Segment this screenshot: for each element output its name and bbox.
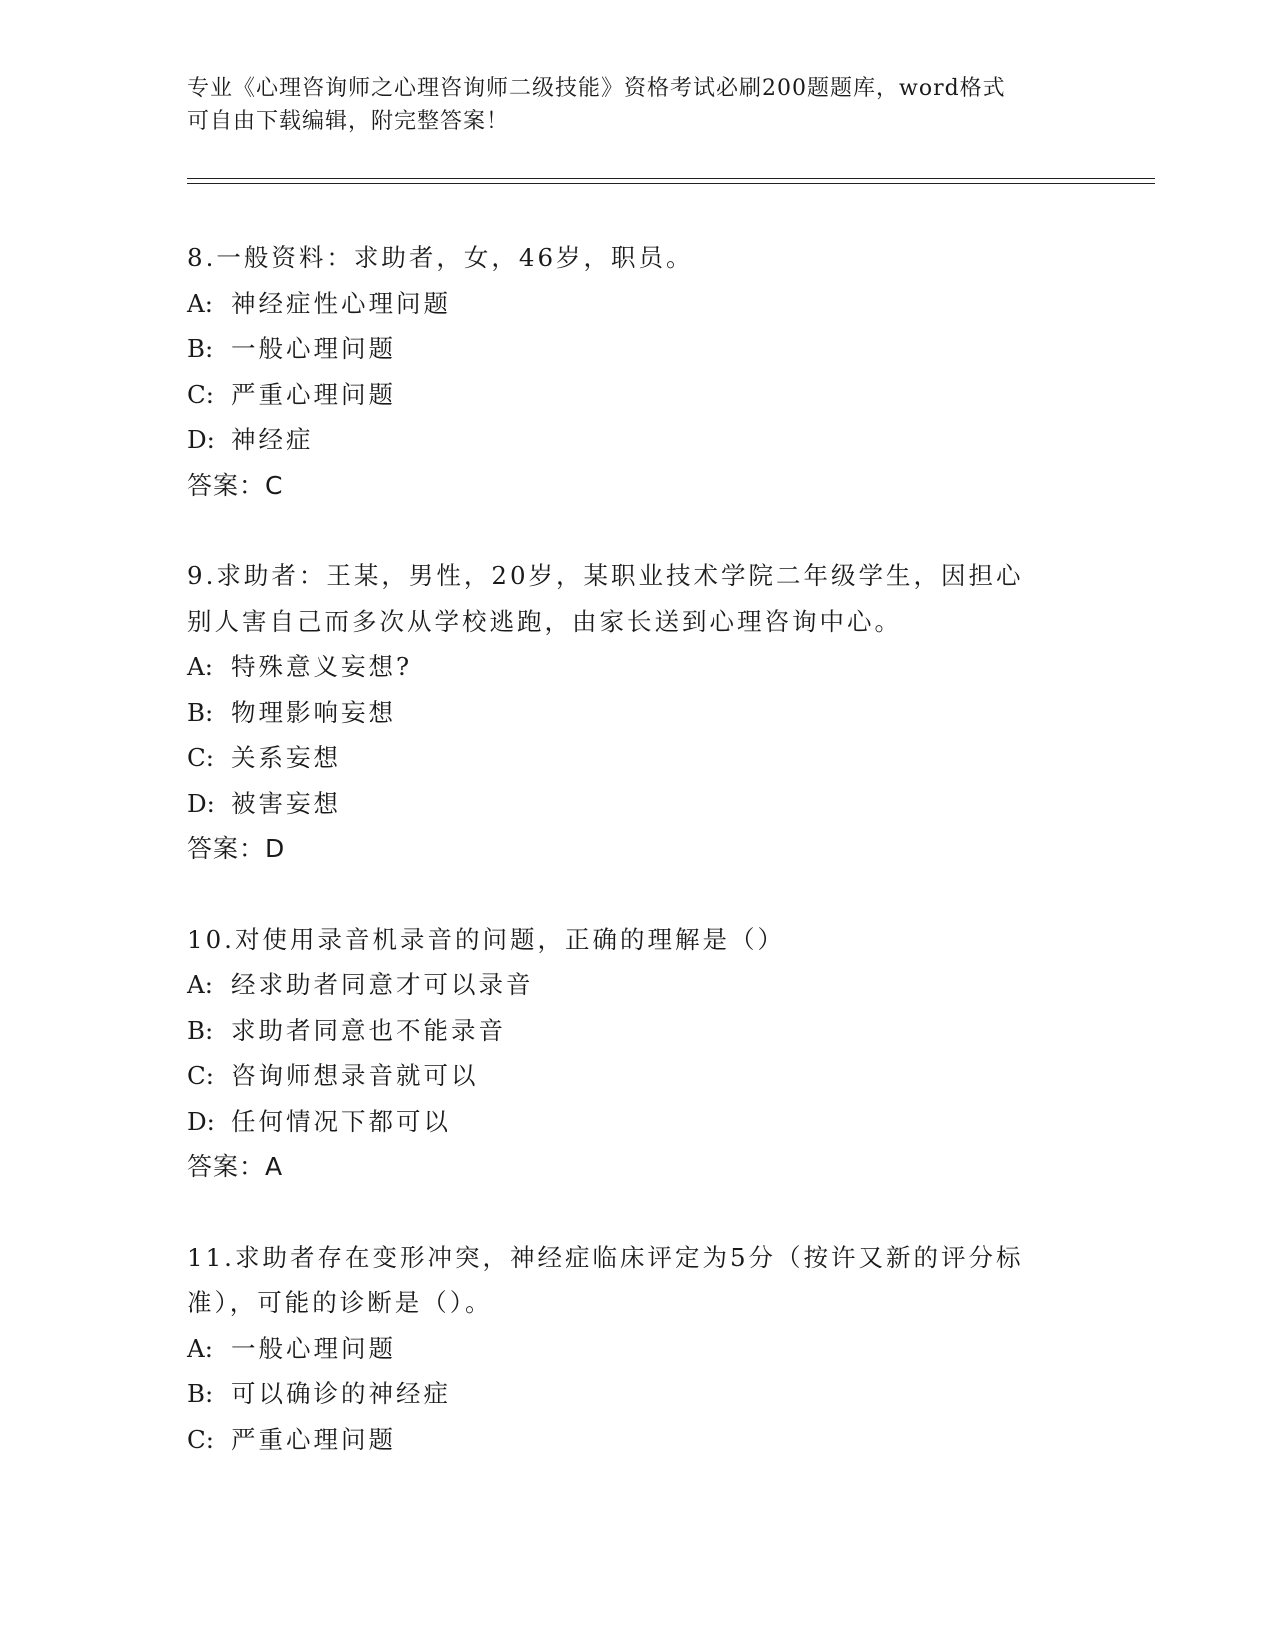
option-letter: A:: [187, 288, 213, 318]
answer-key: 答案：C: [187, 470, 284, 500]
answer-option: [187, 690, 1087, 736]
question-stem-line: 准），可能的诊断是（）。: [187, 1288, 493, 1317]
option-text: 被害妄想: [231, 788, 341, 818]
option-text: 物理影响妄想: [231, 697, 396, 727]
option-letter: A:: [187, 970, 213, 999]
option-letter: D:: [187, 1106, 215, 1136]
question-stem-line: 别人害自己而多次从学校逃跑，由家长送到心理咨询中心。: [187, 606, 902, 636]
answer-option: [187, 1008, 1087, 1054]
answer-option: [187, 962, 1087, 1008]
answer-option: [187, 1326, 1087, 1372]
option-letter: A:: [187, 1333, 213, 1363]
answer-option: [187, 644, 1087, 690]
option-letter: D:: [187, 425, 215, 454]
option-letter: B:: [187, 334, 214, 363]
question-block: [187, 235, 1087, 508]
option-text: 经求助者同意才可以录音: [231, 970, 534, 999]
option-text: 咨询师想录音就可以: [231, 1061, 479, 1090]
answer-option: [187, 735, 1087, 781]
question-stem-line: 11.求助者存在变形冲突，神经症临床评定为5分（按许又新的评分标: [187, 1242, 1024, 1272]
option-letter: B:: [187, 1015, 214, 1045]
answer-option: [187, 372, 1087, 418]
question-block: [187, 553, 1087, 872]
option-letter: C:: [187, 743, 215, 772]
option-letter: C:: [187, 1424, 215, 1454]
question-block: [187, 917, 1087, 1190]
header-divider-bottom: [187, 183, 1155, 184]
option-text: 严重心理问题: [231, 379, 396, 409]
header-divider-top: [187, 178, 1155, 179]
option-text: 求助者同意也不能录音: [231, 1015, 506, 1045]
option-text: 任何情况下都可以: [231, 1106, 451, 1136]
option-text: 可以确诊的神经症: [231, 1379, 451, 1408]
answer-option: [187, 781, 1087, 827]
answer-key: 答案：A: [187, 1152, 284, 1181]
option-text: 神经症: [231, 425, 314, 454]
option-text: 神经症性心理问题: [231, 288, 451, 318]
option-text: 关系妄想: [231, 743, 341, 772]
option-letter: C:: [187, 379, 215, 409]
question-stem-line: 8.一般资料：求助者，女，46岁，职员。: [187, 243, 694, 272]
option-text: 严重心理问题: [231, 1424, 396, 1454]
answer-option: [187, 1417, 1087, 1463]
document-header: [187, 72, 1067, 138]
option-text: 特殊意义妄想?: [231, 652, 413, 681]
header-line-2: 可自由下载编辑，附完整答案！: [187, 109, 510, 134]
answer-option: [187, 1099, 1087, 1145]
answer-option: [187, 1053, 1087, 1099]
question-block: [187, 1235, 1087, 1463]
header-line-1: 专业《心理咨询师之心理咨询师二级技能》资格考试必刷200题题库，word格式: [187, 76, 1006, 101]
answer-option: [187, 1371, 1087, 1417]
option-letter: B:: [187, 1379, 214, 1408]
answer-key: 答案：D: [187, 834, 286, 863]
option-letter: B:: [187, 697, 214, 727]
answer-option: [187, 417, 1087, 463]
question-stem-line: 10.对使用录音机录音的问题，正确的理解是（）: [187, 924, 785, 954]
answer-option: [187, 326, 1087, 372]
answer-option: [187, 281, 1087, 327]
option-text: 一般心理问题: [231, 334, 396, 363]
option-letter: D:: [187, 788, 215, 818]
option-letter: A:: [187, 652, 213, 681]
option-text: 一般心理问题: [231, 1333, 396, 1363]
option-letter: C:: [187, 1061, 215, 1090]
question-stem-line: 9.求助者：王某，男性，20岁，某职业技术学院二年级学生，因担心: [187, 561, 1024, 590]
question-list: [187, 235, 1087, 1462]
